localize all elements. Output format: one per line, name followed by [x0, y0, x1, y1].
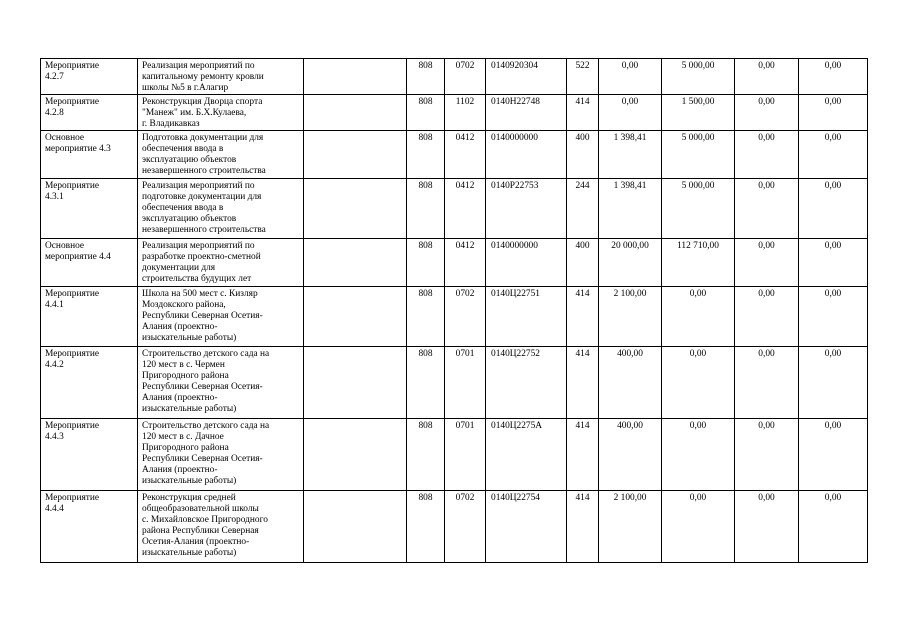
- row-name: Реализация мероприятий по капитальному ремонту кровли школы №5 в г.Алагир: [138, 59, 304, 95]
- row-value-4: 0,00: [799, 95, 868, 131]
- row-grbs: 808: [407, 59, 445, 95]
- row-name: Реализация мероприятий по разработке проектно-сметной документации для строительства будущих лет: [138, 239, 304, 287]
- row-rzpr: 0412: [445, 239, 486, 287]
- row-vr: 414: [567, 287, 599, 347]
- row-value-1: 2 100,00: [599, 287, 662, 347]
- row-value-3: 0,00: [735, 419, 799, 491]
- row-csr: 0140Ц22751: [486, 287, 567, 347]
- row-name: Реализация мероприятий по подготовке документации для обеспечения ввода в эксплуатацию объектов незавершенного строительства: [138, 179, 304, 239]
- row-csr: 0140Н22748: [486, 95, 567, 131]
- row-grbs: 808: [407, 419, 445, 491]
- row-executor: [304, 239, 407, 287]
- row-vr: 244: [567, 179, 599, 239]
- row-csr: 0140Р22753: [486, 179, 567, 239]
- row-executor: [304, 491, 407, 563]
- row-value-4: 0,00: [799, 131, 868, 179]
- row-name: Строительство детского сада на 120 мест в с. Чермен Пригородного района Республики Северная Осетия- Алания (проектно- изыскательные работы): [138, 347, 304, 419]
- row-value-2: 0,00: [662, 347, 735, 419]
- row-value-1: 1 398,41: [599, 179, 662, 239]
- table-row: [41, 491, 868, 563]
- row-value-4: 0,00: [799, 347, 868, 419]
- row-name: Реконструкция средней общеобразовательной школы с. Михайловское Пригородного района Республики Северная Осетия-Алания (проектно- изыскательные работы): [138, 491, 304, 563]
- row-name: Подготовка документации для обеспечения ввода в эксплуатацию объектов незавершенного строительства: [138, 131, 304, 179]
- row-executor: [304, 287, 407, 347]
- row-value-1: 0,00: [599, 59, 662, 95]
- row-name: Школа на 500 мест с. Кизляр Моздокского района, Республики Северная Осетия- Алания (проектно- изыскательные работы): [138, 287, 304, 347]
- row-grbs: 808: [407, 347, 445, 419]
- row-csr: 0140920304: [486, 59, 567, 95]
- row-code: Основное мероприятие 4.3: [41, 131, 138, 179]
- row-rzpr: 0701: [445, 419, 486, 491]
- row-value-1: 20 000,00: [599, 239, 662, 287]
- row-csr: 0140Ц22754: [486, 491, 567, 563]
- row-value-1: 400,00: [599, 419, 662, 491]
- row-value-2: 0,00: [662, 419, 735, 491]
- row-name: Строительство детского сада на 120 мест в с. Дачное Пригородного района Республики Северная Осетия- Алания (проектно- изыскательные работы): [138, 419, 304, 491]
- row-value-2: 5 000,00: [662, 59, 735, 95]
- row-executor: [304, 59, 407, 95]
- row-value-2: 1 500,00: [662, 95, 735, 131]
- table-row: [41, 179, 868, 239]
- row-vr: 414: [567, 491, 599, 563]
- table-body: [41, 59, 868, 563]
- row-value-2: 112 710,00: [662, 239, 735, 287]
- row-code: Мероприятие 4.2.7: [41, 59, 138, 95]
- row-value-1: 2 100,00: [599, 491, 662, 563]
- row-csr: 0140Ц22752: [486, 347, 567, 419]
- table-row: [41, 347, 868, 419]
- row-code: Мероприятие 4.4.1: [41, 287, 138, 347]
- row-value-1: 1 398,41: [599, 131, 662, 179]
- row-value-4: 0,00: [799, 239, 868, 287]
- row-value-1: 0,00: [599, 95, 662, 131]
- row-value-3: 0,00: [735, 59, 799, 95]
- row-csr: 0140000000: [486, 131, 567, 179]
- table-row: [41, 59, 868, 95]
- row-grbs: 808: [407, 287, 445, 347]
- row-executor: [304, 419, 407, 491]
- row-rzpr: 0412: [445, 131, 486, 179]
- table-row: [41, 95, 868, 131]
- row-grbs: 808: [407, 179, 445, 239]
- row-executor: [304, 131, 407, 179]
- row-value-3: 0,00: [735, 491, 799, 563]
- row-rzpr: 0702: [445, 59, 486, 95]
- budget-table: [40, 58, 868, 563]
- row-vr: 414: [567, 95, 599, 131]
- row-value-4: 0,00: [799, 179, 868, 239]
- row-value-4: 0,00: [799, 287, 868, 347]
- row-value-4: 0,00: [799, 491, 868, 563]
- row-rzpr: 0702: [445, 287, 486, 347]
- row-value-3: 0,00: [735, 287, 799, 347]
- row-grbs: 808: [407, 95, 445, 131]
- row-code: Мероприятие 4.3.1: [41, 179, 138, 239]
- row-csr: 0140Ц2275А: [486, 419, 567, 491]
- row-executor: [304, 347, 407, 419]
- row-grbs: 808: [407, 239, 445, 287]
- row-value-1: 400,00: [599, 347, 662, 419]
- row-csr: 0140000000: [486, 239, 567, 287]
- table-row: [41, 419, 868, 491]
- row-code: Мероприятие 4.4.2: [41, 347, 138, 419]
- table-row: [41, 287, 868, 347]
- row-value-4: 0,00: [799, 419, 868, 491]
- row-rzpr: 0412: [445, 179, 486, 239]
- row-value-4: 0,00: [799, 59, 868, 95]
- row-grbs: 808: [407, 131, 445, 179]
- row-value-2: 0,00: [662, 287, 735, 347]
- row-code: Мероприятие 4.4.4: [41, 491, 138, 563]
- row-executor: [304, 179, 407, 239]
- row-code: Мероприятие 4.4.3: [41, 419, 138, 491]
- row-rzpr: 0702: [445, 491, 486, 563]
- row-name: Реконструкция Дворца спорта "Манеж" им. Б.Х.Кулаева, г. Владикавказ: [138, 95, 304, 131]
- row-value-2: 5 000,00: [662, 179, 735, 239]
- row-value-2: 0,00: [662, 491, 735, 563]
- row-rzpr: 1102: [445, 95, 486, 131]
- row-vr: 400: [567, 131, 599, 179]
- table-row: [41, 131, 868, 179]
- row-value-3: 0,00: [735, 95, 799, 131]
- table-row: [41, 239, 868, 287]
- row-value-2: 5 000,00: [662, 131, 735, 179]
- row-value-3: 0,00: [735, 239, 799, 287]
- row-value-3: 0,00: [735, 131, 799, 179]
- row-executor: [304, 95, 407, 131]
- row-rzpr: 0701: [445, 347, 486, 419]
- row-vr: 522: [567, 59, 599, 95]
- row-grbs: 808: [407, 491, 445, 563]
- row-vr: 400: [567, 239, 599, 287]
- row-code: Мероприятие 4.2.8: [41, 95, 138, 131]
- row-vr: 414: [567, 347, 599, 419]
- row-vr: 414: [567, 419, 599, 491]
- row-value-3: 0,00: [735, 347, 799, 419]
- row-value-3: 0,00: [735, 179, 799, 239]
- row-code: Основное мероприятие 4.4: [41, 239, 138, 287]
